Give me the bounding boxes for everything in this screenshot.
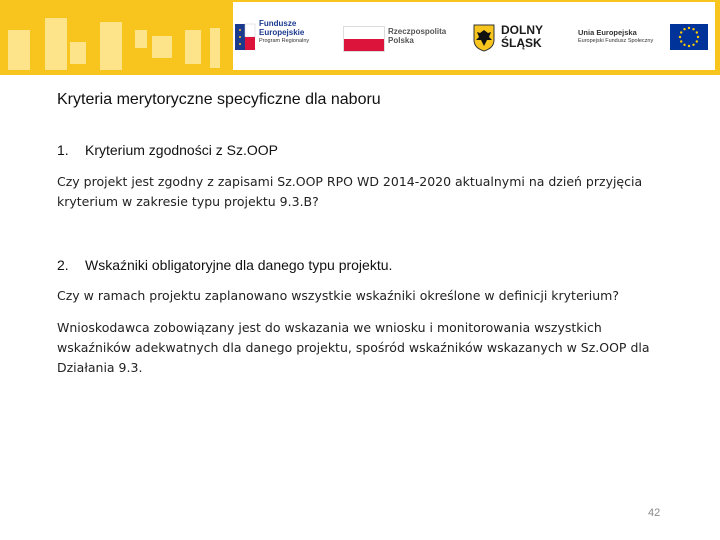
banner-decor-square (210, 28, 220, 68)
dolny-slask-text (501, 24, 543, 50)
dolny-slask-logo (471, 2, 571, 70)
section-1-number: 1. (57, 142, 69, 158)
rzeczpospolita-polska-logo (338, 2, 458, 70)
section-2-title (57, 257, 392, 273)
section-2-label: Wskaźniki obligatoryjne dla danego typu projektu. (85, 257, 393, 273)
banner-decor-square (100, 22, 122, 70)
unia-europejska-text (578, 28, 653, 46)
section-1-title (57, 142, 278, 158)
banner-decor-square (8, 30, 30, 70)
unia-europejska-logo (578, 2, 715, 70)
rzeczpospolita-polska-text (388, 27, 446, 45)
page-number: 42 (648, 507, 661, 519)
banner-decor-square (135, 30, 147, 48)
fundusze-europejskie-text (259, 19, 309, 46)
polish-flag-icon (343, 26, 385, 52)
fundusze-line1: Fundusze (259, 19, 297, 28)
banner-decor-square (70, 42, 86, 64)
eu-flag-icon (670, 24, 708, 50)
section-1-paragraph: Czy projekt jest zgodny z zapisami Sz.OOP RPO WD 2014-2020 aktualnymi na dzień przyjęcia kryterium w zakresie typu projektu 9.3.B? (57, 174, 643, 209)
section-2-paragraph-1: Czy w ramach projektu zaplanowano wszystkie wskaźniki określone w definicji kryterium? (57, 288, 619, 303)
banner-decor-square (185, 30, 201, 64)
eagle-crest-icon (473, 24, 495, 52)
section-2-paragraph-2: Wnioskodawca zobowiązany jest do wskazania we wniosku i monitorowania wszystkich wskaźników adekwatnych dla danego projektu, spośród wskaźników wskazanych w Sz.OOP dla Działania 9.3. (57, 320, 650, 375)
ue-line1: Unia Europejska (578, 28, 637, 37)
section-1-label: Kryterium zgodności z Sz.OOP (85, 142, 278, 158)
fundusze-europejskie-logo (233, 2, 333, 70)
slide-title: Kryteria merytoryczne specyficzne dla naboru (57, 91, 381, 108)
dolny-slask-line2: ŚLĄSK (501, 36, 542, 50)
banner-decor-square (45, 18, 67, 70)
header-banner (0, 0, 720, 75)
banner-decor-square (152, 36, 172, 58)
polska-line1: Rzeczpospolita (388, 27, 447, 36)
ue-line2: Europejski Fundusz Społeczny (578, 38, 654, 44)
fundusze-line2: Europejskie (259, 28, 305, 37)
fundusze-line3: Program Regionalny (259, 38, 310, 44)
dolny-slask-line1: DOLNY (501, 23, 543, 37)
section-2-number: 2. (57, 257, 69, 273)
polska-line2: Polska (388, 36, 414, 45)
logo-strip (233, 2, 715, 70)
fundusze-europejskie-icon (235, 22, 257, 52)
